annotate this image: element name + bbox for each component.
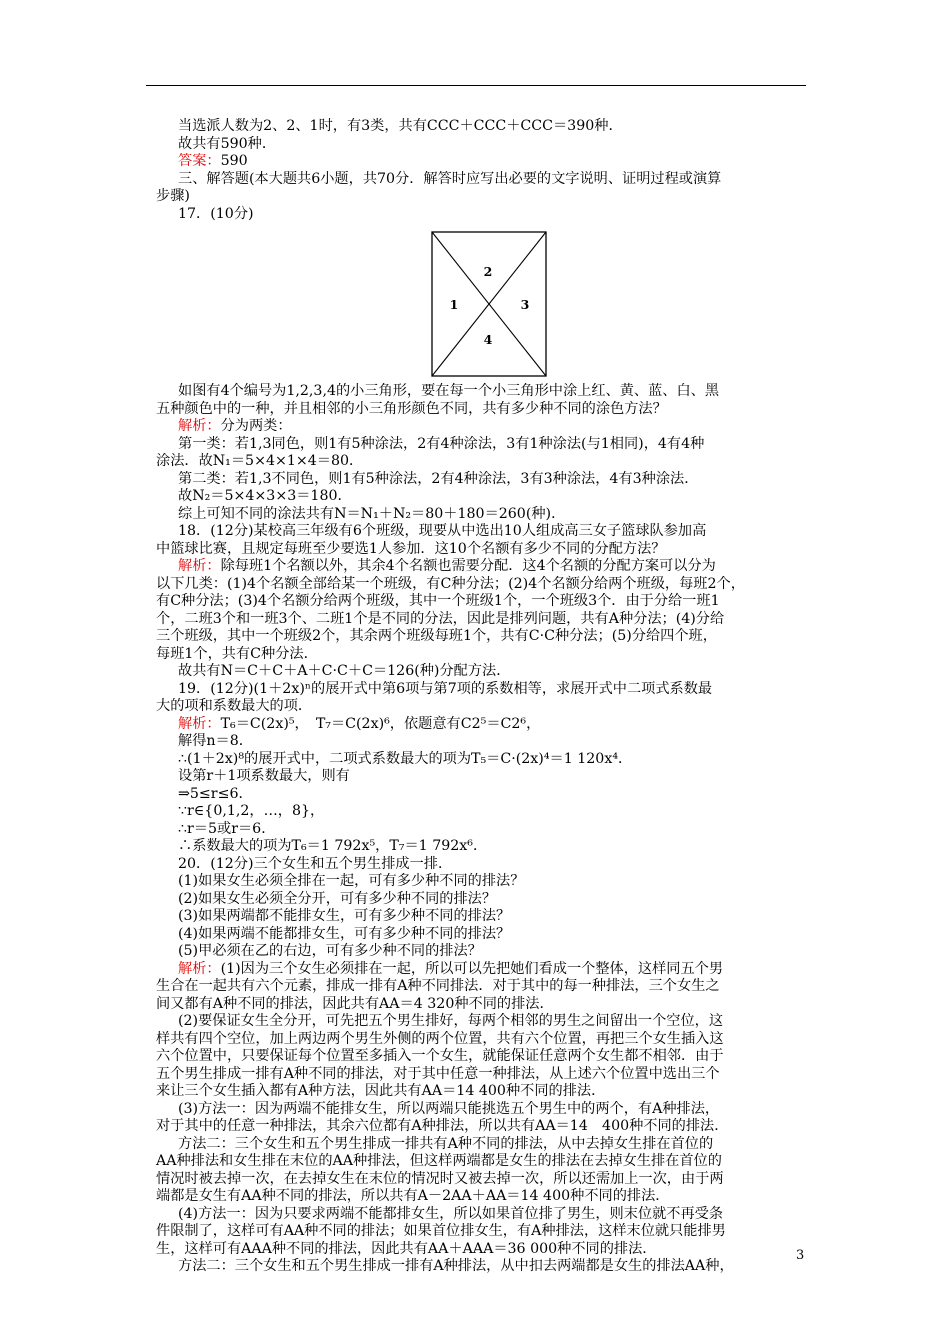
line-text: (4)如果两端不能都排女生，可有多少种不同的排法？: [178, 925, 511, 942]
line-text: 来让三个女生插入都有A种方法，因此共有AA＝14 400种不同的排法．: [156, 1083, 606, 1099]
answer-label: 答案：: [178, 153, 221, 169]
text-line: [156, 716, 808, 734]
line-text: 解得n＝8．: [178, 733, 253, 749]
line-text: 19．(12分)(1＋2x)ⁿ的展开式中第6项与第7项的系数相等，求展开式中二项式系数最: [178, 680, 713, 697]
line-text: 六个位置中，只要保证每个位置至多插入一个女生，就能保证任意两个女生都不相邻．由于: [156, 1048, 724, 1064]
text-line: [156, 383, 808, 401]
text-line: [156, 1013, 808, 1031]
line-text: 故共有590种．: [178, 135, 277, 152]
text-line: [156, 1241, 808, 1259]
text-line: [156, 943, 808, 961]
text-line: [156, 628, 808, 646]
triangle-label-2: 2: [483, 264, 493, 279]
line-text: 当选派人数为2、2、1时，有3类，共有CCC＋CCC＋CCC＝390种．: [178, 118, 623, 134]
line-text: 对于其中的任意一种排法，其余六位都有A种排法，所以共有AA＝14 400种不同的排法．: [156, 1118, 729, 1134]
line-text: 20．(12分)三个女生和五个男生排成一排．: [178, 855, 453, 872]
text-line: [156, 891, 808, 909]
line-text: 每班1个，共有C种分法．: [156, 645, 318, 662]
text-line: [156, 821, 808, 839]
line-text: 涂法．故N₁＝5×4×1×4＝80．: [156, 453, 364, 469]
text-line: [156, 1066, 808, 1084]
line-text: 生，这样可有AAA种不同的排法，因此共有AA＋AAA＝36 000种不同的排法．: [156, 1240, 657, 1257]
text-line: [156, 1223, 808, 1241]
line-text: 18．(12分)某校高三年级有6个班级，现要从中选出10人组成高三女子篮球队参加高: [178, 523, 707, 539]
line-text: 三、解答题(本大题共6小题，共70分．解答时应写出必要的文字说明、证明过程或演算: [178, 170, 722, 187]
text-line: [156, 153, 808, 171]
text-line: [156, 576, 808, 594]
text-line: [156, 206, 808, 224]
line-text: 步骤): [156, 188, 190, 204]
line-text: (4)方法一：因为只要求两端不能都排女生，所以如果首位排了男生，则末位就不再受条: [178, 1205, 724, 1222]
text-line: [156, 558, 808, 576]
line-text: 以下几类：(1)4个名额全部给某一个班级，有C种分法；(2)4个名额分给两个班级，每班2个，: [156, 575, 745, 592]
text-line: [156, 786, 808, 804]
text-line: [156, 961, 808, 979]
text-line: [156, 1188, 808, 1206]
line-text: 故N₂＝5×4×3×3＝180．: [178, 488, 352, 504]
line-text: (2)如果女生必须全分开，可有多少种不同的排法？: [178, 890, 497, 907]
text-line: [156, 593, 808, 611]
line-text: 情况时被去掉一次，在去掉女生在末位的情况时又被去掉一次，所以还需加上一次，由于两: [156, 1170, 724, 1187]
line-text: 590: [220, 153, 248, 169]
text-line: [156, 136, 808, 154]
line-text: 综上可知不同的涂法共有N＝N₁＋N₂＝80＋180＝260(种)．: [178, 505, 566, 522]
text-line: [156, 1048, 808, 1066]
line-text: T₆＝C(2x)⁵， T₇＝C(2x)⁶，依题意有C2⁵＝C2⁶，: [220, 715, 541, 732]
text-line: [156, 118, 808, 136]
text-line: [156, 541, 808, 559]
text-line: [156, 1118, 808, 1136]
text-line: [156, 873, 808, 891]
line-text: 五个男生排成一排有A种不同的排法，对于其中任意一种排法，从上述六个位置中选出三个: [156, 1065, 720, 1082]
text-line: [156, 663, 808, 681]
line-text: 有C种分法；(3)4个名额分给两个班级，其中一个班级1个，一个班级3个．由于分给一班1: [156, 593, 720, 609]
text-line: [156, 1136, 808, 1154]
text-line: [156, 506, 808, 524]
text-line: [156, 1206, 808, 1224]
line-text: 方法二：三个女生和五个男生排成一排有A种排法，从中扣去两端都是女生的排法AA种，: [178, 1258, 734, 1274]
answer-label: 解析：: [178, 715, 221, 732]
header-rule: [146, 85, 806, 86]
text-line: [156, 1153, 808, 1171]
line-text: ∵r∈{0,1,2，…，8}，: [178, 803, 325, 819]
line-text: (1)因为三个女生必须排在一起，所以可以先把她们看成一个整体，这样同五个男: [220, 960, 724, 977]
line-text: ∴r＝5或r＝6．: [178, 820, 276, 837]
text-line: [156, 996, 808, 1014]
text-line: [156, 698, 808, 716]
text-line: [156, 488, 808, 506]
line-text: 大的项和系数最大的项．: [156, 698, 313, 714]
text-line: [156, 646, 808, 664]
page-number: 3: [796, 1248, 805, 1263]
text-line: [156, 733, 808, 751]
line-text: 中篮球比赛，且规定每班至少要选1人参加．这10个名额有多少不同的分配方法？: [156, 540, 666, 557]
line-text: 如图有4个编号为1,2,3,4的小三角形，要在每一个小三角形中涂上红、黄、蓝、白、黑: [178, 383, 720, 399]
text-line: [156, 1101, 808, 1119]
text-line: [156, 188, 808, 206]
answer-label: 解析：: [178, 960, 221, 977]
line-text: 方法二：三个女生和五个男生排成一排共有A种不同的排法，从中去掉女生排在首位的: [178, 1135, 714, 1152]
line-text: (2)要保证女生全分开，可先把五个男生排好，每两个相邻的男生之间留出一个空位，这: [178, 1013, 724, 1029]
text-block-main: [156, 383, 808, 1276]
text-line: [156, 436, 808, 454]
text-line: [156, 838, 808, 856]
text-line: [156, 978, 808, 996]
text-line: [156, 768, 808, 786]
text-line: [156, 803, 808, 821]
line-text: 五种颜色中的一种，并且相邻的小三角形颜色不同，共有多少种不同的涂色方法？: [156, 400, 667, 417]
line-text: 分为两类：: [220, 418, 292, 434]
text-line: [156, 471, 808, 489]
line-text: (1)如果女生必须全排在一起，可有多少种不同的排法？: [178, 873, 525, 889]
line-text: ∴(1＋2x)⁸的展开式中，二项式系数最大的项为T₅＝C·(2x)⁴＝1 120x⁴．: [178, 750, 633, 767]
line-text: 个，二班3个和一班3个、二班1个是不同的分法，因此是排列问题，共有A种分法；(4)分给: [156, 610, 725, 627]
text-line: [156, 856, 808, 874]
text-line: [156, 926, 808, 944]
triangle-label-1: 1: [449, 297, 459, 312]
answer-label: 解析：: [178, 418, 221, 434]
square-diagram: [431, 231, 547, 377]
line-text: (5)甲必须在乙的右边，可有多少种不同的排法？: [178, 943, 482, 959]
text-line: [156, 751, 808, 769]
text-line: [156, 418, 808, 436]
page-content: [156, 118, 808, 1276]
text-line: [156, 171, 808, 189]
triangle-label-3: 3: [520, 297, 530, 312]
line-text: 端都是女生有AA种不同的排法，所以共有A－2AA＋AA＝14 400种不同的排法．: [156, 1188, 670, 1204]
line-text: AA种排法和女生排在末位的AA种排法，但这样两端都是女生的排法在去掉女生排在首位的: [156, 1153, 722, 1169]
line-text: ⇒5≤r≤6．: [178, 785, 253, 802]
text-line: [156, 453, 808, 471]
line-text: (3)方法一：因为两端不能排女生，所以两端只能挑选五个男生中的两个，有A种排法，: [178, 1100, 720, 1117]
text-line: [156, 1031, 808, 1049]
line-text: (3)如果两端都不能排女生，可有多少种不同的排法？: [178, 908, 511, 924]
line-text: 17．(10分): [178, 205, 254, 222]
text-line: [156, 908, 808, 926]
text-line: [156, 401, 808, 419]
line-text: 生合在一起共有六个元素，排成一排有A种不同排法．对于其中的每一种排法，三个女生之: [156, 978, 720, 994]
answer-label: 解析：: [178, 558, 221, 574]
text-line: [156, 681, 808, 699]
line-text: 件限制了，这样可有AA种不同的排法；如果首位排女生，有A种排法，这样末位就只能排男: [156, 1223, 726, 1239]
line-text: 除每班1个名额以外，其余4个名额也需要分配．这4个名额的分配方案可以分为: [220, 558, 716, 574]
text-line: [156, 523, 808, 541]
line-text: 样共有四个空位，加上两边两个男生外侧的两个位置，共有六个位置，再把三个女生插入这: [156, 1030, 724, 1047]
text-line: [156, 1171, 808, 1189]
triangle-label-4: 4: [483, 332, 493, 347]
line-text: 第二类：若1,3不同色，则1有5种涂法，2有4种涂法，3有3种涂法，4有3种涂法．: [178, 470, 699, 487]
line-text: 间又都有A种不同的排法，因此共有AA＝4 320种不同的排法．: [156, 995, 554, 1012]
line-text: 设第r＋1项系数最大，则有: [178, 768, 350, 784]
text-line: [156, 1083, 808, 1101]
triangle-figure: [156, 231, 808, 377]
text-line: [156, 611, 808, 629]
line-text: ∴系数最大的项为T₆＝1 792x⁵，T₇＝1 792x⁶．: [178, 838, 488, 854]
text-line: [156, 1258, 808, 1276]
line-text: 第一类：若1,3同色，则1有5种涂法，2有4种涂法，3有1种涂法(与1相同)，4有4种: [178, 435, 705, 452]
line-text: 故共有N＝C＋C＋A＋C·C＋C＝126(种)分配方法．: [178, 663, 511, 679]
text-block-top: [156, 118, 808, 223]
line-text: 三个班级，其中一个班级2个，其余两个班级每班1个，共有C·C种分法；(5)分给四个班，: [156, 628, 717, 644]
